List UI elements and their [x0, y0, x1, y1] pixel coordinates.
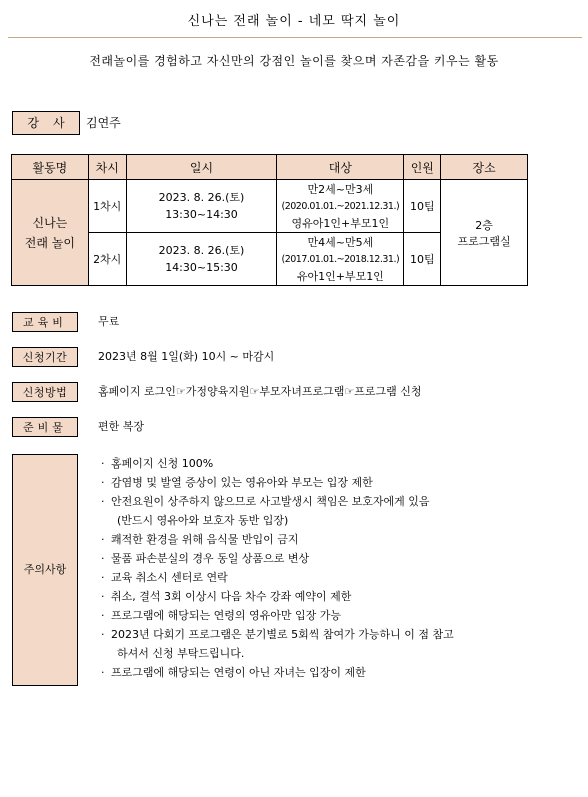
bullet-mark: · [101, 495, 105, 508]
bullet-mark: · [101, 533, 105, 546]
table-header-row [12, 155, 528, 180]
list-item: · 2023년 다회기 프로그램은 분기별로 5회씩 참여가 가능하니 이 점 참고 [101, 625, 521, 644]
fee-label: 교육비 [12, 312, 78, 332]
notice-label: 주의사항 [12, 454, 78, 686]
period-label: 신청기간 [12, 347, 78, 367]
target-group: 영유아1인+부모1인 [291, 216, 390, 230]
supplies-value: 편한 복장 [98, 420, 145, 433]
target-cell [277, 233, 404, 286]
page-subtitle: 전래놀이를 경험하고 자신만의 강점인 놀이를 찾으며 자존감을 키우는 활동 [89, 54, 499, 68]
fee-value: 무료 [98, 315, 120, 328]
page-title: 신나는 전래 놀이 - 네모 딱지 놀이 [187, 14, 401, 29]
table-row [12, 180, 528, 233]
datetime-cell [126, 180, 277, 233]
notice-list [101, 454, 521, 682]
session-cell: 1차시 [88, 180, 126, 233]
target-cell [277, 180, 404, 233]
bullet-mark: · [101, 666, 105, 679]
bullet-mark: · [101, 552, 105, 565]
method-label: 신청방법 [12, 382, 78, 402]
activity-name-line2: 전래 놀이 [24, 235, 75, 250]
list-item: 하셔서 신청 부탁드립니다. [117, 647, 245, 660]
list-item: · 쾌적한 환경을 위해 음식물 반입이 금지 [101, 530, 521, 549]
target-birth-range: (2020.01.01.~2021.12.31.) [281, 200, 400, 212]
bullet-mark: · [101, 571, 105, 584]
list-item: · 프로그램에 해당되는 연령의 영유아만 입장 가능 [101, 606, 521, 625]
bullet-mark: · [101, 457, 105, 470]
header-session: 차시 [88, 155, 126, 180]
list-item: · 감염병 및 발열 증상이 있는 영유아와 부모는 입장 제한 [101, 473, 521, 492]
target-group: 유아1인+부모1인 [296, 269, 384, 283]
schedule-table [11, 154, 528, 286]
datetime-cell [126, 233, 277, 286]
period-value: 2023년 8월 1일(화) 10시 ~ 마감시 [98, 350, 275, 363]
header-datetime: 일시 [126, 155, 277, 180]
title-divider [8, 37, 582, 38]
list-item: · 프로그램에 해당되는 연령이 아닌 자녀는 입장이 제한 [101, 663, 521, 682]
header-location: 장소 [441, 155, 528, 180]
list-item: · 취소, 결석 3회 이상시 다음 차수 강좌 예약이 제한 [101, 587, 521, 606]
session-time: 14:30~15:30 [165, 261, 238, 274]
list-item: · 안전요원이 상주하지 않으므로 사고발생시 책임은 보호자에게 있음 [101, 492, 521, 511]
bullet-mark: · [101, 476, 105, 489]
list-item: · 홈페이지 신청 100% [101, 454, 521, 473]
session-cell: 2차시 [88, 233, 126, 286]
header-target: 대상 [277, 155, 404, 180]
bullet-mark: · [101, 590, 105, 603]
list-item: · 물품 파손분실의 경우 동일 상품으로 변상 [101, 549, 521, 568]
bullet-mark: · [101, 609, 105, 622]
target-age: 만4세~만5세 [307, 235, 374, 249]
location-line1: 2층 [475, 218, 493, 232]
activity-name-cell [12, 180, 89, 286]
method-value: 홈페이지 로그인☞가정양육지원☞부모자녀프로그램☞프로그램 신청 [98, 385, 422, 398]
target-birth-range: (2017.01.01.~2018.12.31.) [281, 253, 400, 265]
list-item: · 교육 취소시 센터로 연락 [101, 568, 521, 587]
session-time: 13:30~14:30 [165, 208, 238, 221]
capacity-cell: 10팀 [404, 180, 441, 233]
capacity-cell: 10팀 [404, 233, 441, 286]
header-capacity: 인원 [404, 155, 441, 180]
session-date: 2023. 8. 26.(토) [158, 191, 245, 204]
session-date: 2023. 8. 26.(토) [158, 244, 245, 257]
location-line2: 프로그램실 [457, 234, 511, 248]
list-item: (반드시 영유아와 보호자 동반 입장) [117, 514, 289, 527]
location-cell [441, 180, 528, 286]
supplies-label: 준비물 [12, 417, 78, 437]
target-age: 만2세~만3세 [307, 182, 374, 196]
header-activity: 활동명 [12, 155, 89, 180]
bullet-mark: · [101, 628, 105, 641]
lecturer-name: 김연주 [86, 116, 121, 130]
lecturer-label: 강사 [12, 111, 80, 135]
activity-name-line1: 신나는 [32, 215, 68, 230]
